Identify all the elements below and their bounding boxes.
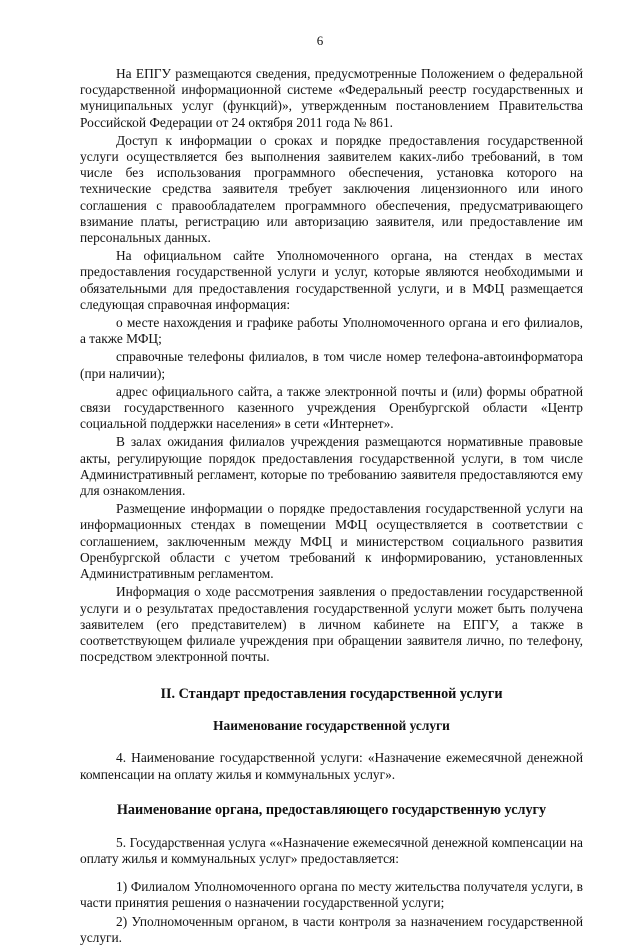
paragraph-epgu: На ЕПГУ размещаются сведения, предусмотренные Положением о федеральной государственной информационной системе «Федеральный реестр государственных и муниципальных услуг (функций)», утвержденным постановлением Правительства Российской Федерации от 24 октября 2011 года № 861. (80, 66, 583, 130)
paragraph-official-site: На официальном сайте Уполномоченного органа, на стендах в местах предоставления государственной услуги и услуг, которые являются необходимыми и обязательными для предоставления государственной услуги, и в МФЦ размещается следующая справочная информация: (80, 248, 583, 312)
page-number: 6 (316, 33, 324, 48)
subsection-title: Наименование государственной услуги (213, 718, 450, 734)
paragraph-access: Доступ к информации о сроках и порядке предоставления государственной услуги осуществляется без выполнения заявителем каких-либо требований, в том числе без использования программного обеспечения, установка которого на технические средства заявителя требует заключения лицензионного или иного соглашения с правообладателем программного обеспечения, предусматривающего взимание платы, регистрацию или авторизацию заявителя, или предоставление им персональных данных. (80, 132, 583, 246)
paragraph-progress-info: Информация о ходе рассмотрения заявления о предоставлении государственной услуги и о результатах предоставления государственной услуги может быть получена заявителем (его представителем) в личном кабинете на ЕПГУ, а также в соответствующем филиале учреждения при обращении заявителя лично, по телефону, посредством электронной почты. (80, 584, 583, 665)
item-5: 5. Государственная услуга ««Назначение ежемесячной денежной компенсации на оплату жилья и коммунальных услуг» предоставляется: (80, 834, 583, 866)
list-item: адрес официального сайта, а также электронной почты и (или) формы обратной связи государственного казенного учреждения Оренбургской области «Центр социальной поддержки населения» в сети «Интернет». (80, 383, 583, 432)
item-5-sub-1: 1) Филиалом Уполномоченного органа по месту жительства получателя услуги, в части принятия решения о назначении государственной услуги; (80, 879, 583, 911)
paragraph-waiting-halls: В залах ожидания филиалов учреждения размещаются нормативные правовые акты, регулирующие порядок предоставления государственной услуги, в том числе Административный регламент, которые по требованию заявителя предоставляются ему для ознакомления. (80, 434, 583, 499)
list-item: о месте нахождения и графике работы Уполномоченного органа и его филиалов, а также МФЦ; (80, 315, 583, 347)
subsection-title: Наименование органа, предоставляющего государственную услугу (116, 801, 547, 818)
item-4: 4. Наименование государственной услуги: «Назначение ежемесячной денежной компенсации на оплату жилья и коммунальных услуг». (80, 750, 583, 782)
item-5-sub-2: 2) Уполномоченным органом, в части контроля за назначением государственной услуги. (80, 913, 583, 945)
section-title: II. Стандарт предоставления государственной услуги (160, 686, 503, 703)
document-body (80, 66, 583, 946)
paragraph-mfc-stands: Размещение информации о порядке предоставления государственной услуги на информационных стендах в помещении МФЦ осуществляется в соответствии с соглашением, заключенным между МФЦ и министерством социального развития Оренбургской области с учетом требований к информированию, установленных Административным регламентом. (80, 501, 583, 582)
list-item: справочные телефоны филиалов, в том числе номер телефона-автоинформатора (при наличии); (80, 349, 583, 381)
